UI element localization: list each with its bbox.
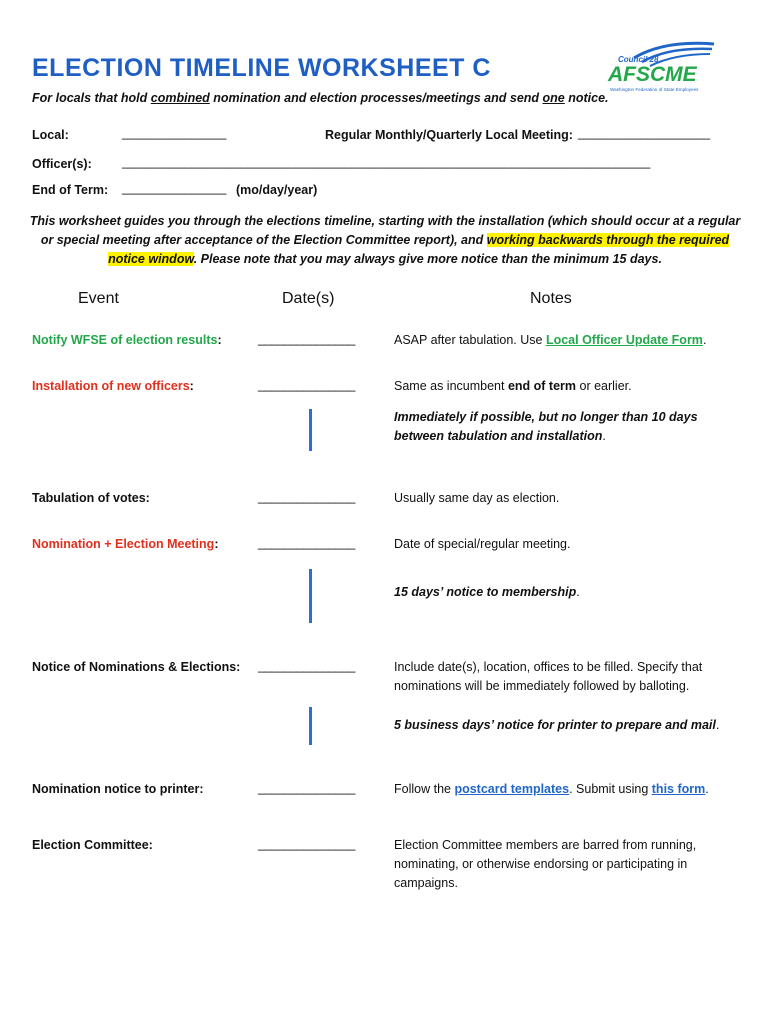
note-bold: end of term <box>507 379 577 393</box>
subtitle-emphasis-combined: combined <box>150 91 210 105</box>
note-text: 15 days’ notice to membership <box>394 585 577 599</box>
logo-council-text: Council 28 <box>618 55 659 64</box>
intro-paragraph <box>24 212 746 269</box>
event-colon: : <box>217 333 222 347</box>
note-text: . Submit using <box>569 782 652 796</box>
note-text: 5 business days’ notice for printer to prepare and mail <box>394 718 716 732</box>
date-field-installation[interactable]: _______________ <box>258 378 355 392</box>
page-subtitle <box>32 91 609 105</box>
event-installation <box>32 379 194 393</box>
subtitle-emphasis-one: one <box>542 91 565 105</box>
date-field-notice[interactable]: _______________ <box>258 659 355 673</box>
note-text: . <box>702 333 707 347</box>
term-label: End of Term: <box>32 183 109 197</box>
note-text: or earlier. <box>576 379 632 393</box>
subtitle-text: For locals that hold <box>32 91 151 105</box>
local-officer-update-form-link[interactable]: Local Officer Update Form <box>545 333 703 347</box>
event-printer: Nomination notice to printer: <box>32 782 204 796</box>
event-nomination-election-meeting <box>32 537 218 551</box>
note-window-printer <box>394 716 724 735</box>
note-window-installation <box>394 408 724 446</box>
subtitle-text: notice. <box>564 91 609 105</box>
note-text: Same as incumbent <box>394 379 508 393</box>
note-printer <box>394 780 724 799</box>
intro-text: This worksheet guides you through the elections timeline, starting with the installation (which should occur at a regular or special meeting after acceptance of the Election Committee report), and <box>29 214 741 247</box>
date-field-committee[interactable]: _______________ <box>258 837 355 851</box>
timeline-bar <box>309 569 312 623</box>
note-notify <box>394 331 724 350</box>
note-tabulation: Usually same day as election. <box>394 491 560 505</box>
event-notify-wfse <box>32 333 222 347</box>
local-field[interactable]: _______________ <box>122 126 227 140</box>
note-dot: . <box>715 718 720 732</box>
note-text: Follow the <box>394 782 455 796</box>
note-text: ASAP after tabulation. Use <box>394 333 546 347</box>
this-form-link[interactable]: this form <box>651 782 706 796</box>
event-column-header: Event <box>78 290 119 307</box>
note-committee: Election Committee members are barred from running, nominating, or otherwise endorsing or participating in campaigns. <box>394 838 697 890</box>
event-text: Notify WFSE of election results <box>32 333 218 347</box>
logo-name-text: AFSCME <box>608 63 697 86</box>
page-title: ELECTION TIMELINE WORKSHEET C <box>32 54 491 82</box>
meeting-label: Regular Monthly/Quarterly Local Meeting: <box>325 128 573 142</box>
subtitle-text: nomination and election processes/meetings and send <box>209 91 543 105</box>
note-meeting: Date of special/regular meeting. <box>394 537 571 551</box>
postcard-templates-link[interactable]: postcard templates <box>454 782 570 796</box>
event-text: Installation of new officers <box>32 379 190 393</box>
note-dot: . <box>602 429 606 443</box>
afscme-logo-icon <box>604 40 716 96</box>
logo-tagline-text: Washington Federation of State Employees <box>610 87 699 92</box>
officers-field[interactable]: ____________________________________________________________________________ <box>122 155 651 169</box>
date-field-notify[interactable]: _______________ <box>258 332 355 346</box>
intro-highlight: working backwards through the required notice window <box>108 233 730 266</box>
date-field-meeting[interactable]: _______________ <box>258 536 355 550</box>
date-field-tabulation[interactable]: _______________ <box>258 490 355 504</box>
intro-text: . Please note that you may always give more notice than the minimum 15 days. <box>193 252 662 266</box>
local-label: Local: <box>32 128 69 142</box>
event-notice-nominations: Notice of Nominations & Elections: <box>32 660 241 674</box>
meeting-field[interactable]: ___________________ <box>578 126 711 140</box>
event-tabulation: Tabulation of votes: <box>32 491 150 505</box>
note-text: . <box>705 782 709 796</box>
event-colon: : <box>189 379 194 393</box>
note-text: Immediately if possible, but no longer than 10 days between tabulation and installation <box>394 410 698 443</box>
timeline-bar <box>309 409 312 451</box>
officers-label: Officer(s): <box>32 157 92 171</box>
term-format: (mo/day/year) <box>236 183 318 197</box>
event-colon: : <box>214 537 219 551</box>
note-notice: Include date(s), location, offices to be filled. Specify that nominations will be immediately followed by balloting. <box>394 660 703 693</box>
note-dot: . <box>576 585 580 599</box>
note-installation <box>394 377 724 396</box>
timeline-bar <box>309 707 312 745</box>
notes-column-header: Notes <box>530 290 572 307</box>
event-election-committee: Election Committee: <box>32 838 153 852</box>
note-window-membership <box>394 583 724 602</box>
date-field-printer[interactable]: _______________ <box>258 781 355 795</box>
term-field[interactable]: _______________ <box>122 181 227 195</box>
event-text: Nomination + Election Meeting <box>32 537 215 551</box>
dates-column-header: Date(s) <box>282 290 335 307</box>
